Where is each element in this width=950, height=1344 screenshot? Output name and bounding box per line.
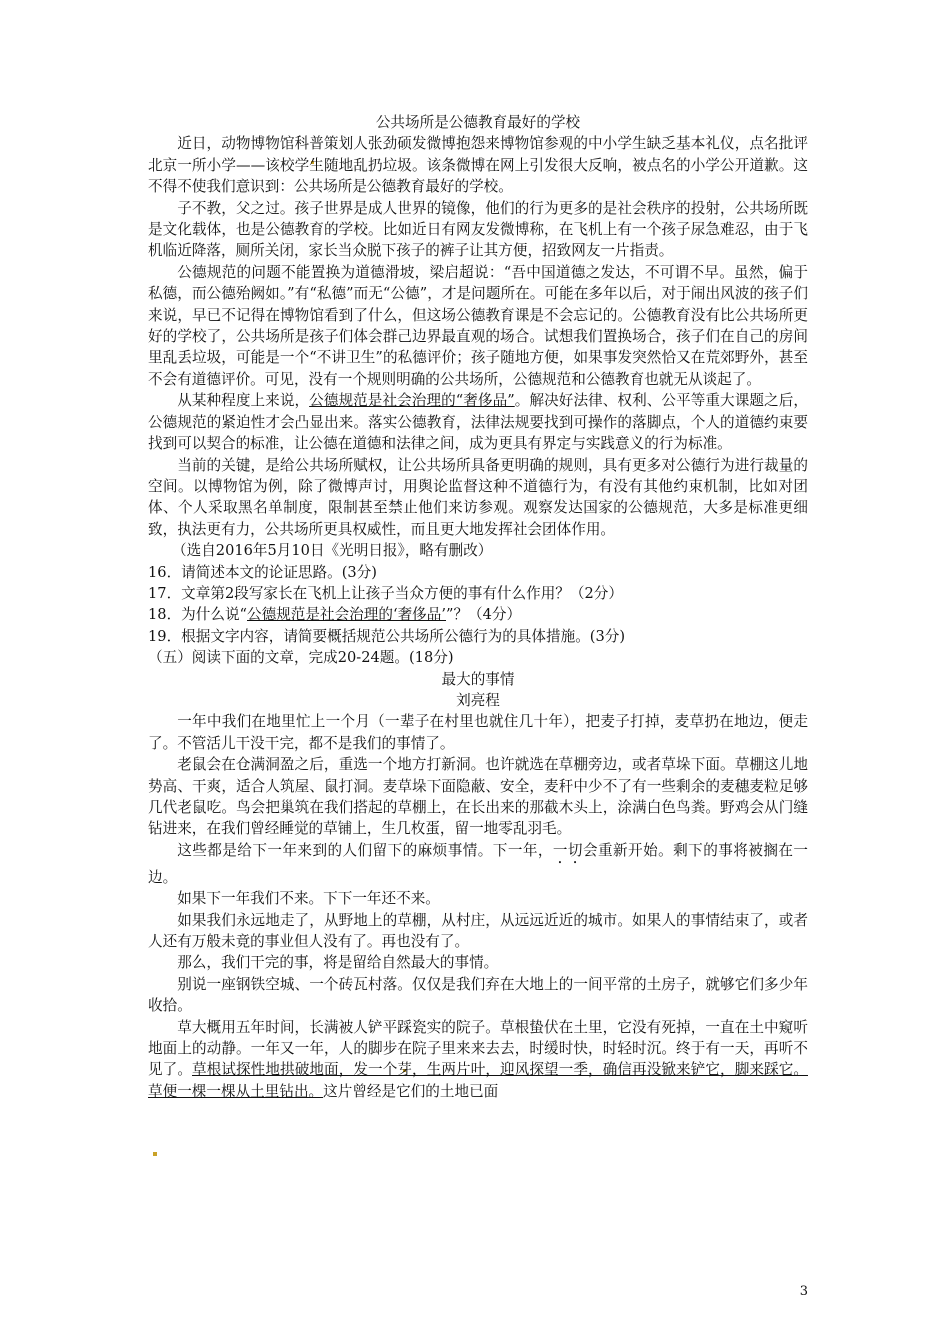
article-title: 公共场所是公德教育最好的学校	[375, 114, 581, 131]
article-paragraph: 近日，动物博物馆科普策划人张劲硕发微博抱怨来博物馆参观的中小学生缺乏基本礼仪，点名批评北京一所小学——该校学生随地乱扔垃圾。该条微博在网上引发很大反响，被点名的小学公开道歉。这不得不使我们意识到：公共场所是公德教育最好的学校。	[148, 135, 808, 196]
underlined-quote: 公德规范是社会治理的“奢侈品”	[309, 392, 515, 410]
paragraph-text: 这些都是给下一年来到的人们留下的麻烦事情。下一年，	[177, 841, 553, 859]
story-paragraph	[148, 1017, 808, 1103]
story-paragraph: 一年中我们在地里忙上一个月（一辈子在村里也就住几十年），把麦子打掉，麦草扔在地边，便走了。不管活儿干没干完，都不是我们的事情了。	[148, 713, 808, 752]
article-source: （选自2016年5月10日《光明日报》，略有删改）	[172, 542, 493, 560]
paragraph-text: 从某种程度上来说，	[177, 392, 310, 410]
story-author: 刘亮程	[456, 691, 500, 709]
scan-speck	[153, 1152, 157, 1156]
story-paragraph: 老鼠会在仓满洞盈之后，重选一个地方打新洞。也许就选在草棚旁边，或者草垛下面。草棚这儿地势高、干爽，适合人筑屋、鼠打洞。麦草垛下面隐蔽、安全，麦秆中少不了有一些剩余的麦穗麦粒足够几代老鼠吃。鸟会把巢筑在我们搭起的草棚上，在长出来的那截木头上，涂满白色鸟粪。野鸡会从门缝钻进来，在我们曾经睡觉的草铺上，生几枚蛋，留一地零乱羽毛。	[148, 756, 808, 838]
article-paragraph: 公德规范的问题不能置换为道德滑坡，梁启超说：“吾中国道德之发达，不可谓不早。虽然，偏于私德，而公德殆阙如。”有“私德”而无“公德”，才是问题所在。可能在多年以后，对于闹出风波的孩子们来说，早已不记得在博物馆看到了什么，但这场公德教育课是不会忘记的。公德教育没有比公共场所更好的学校了，公共场所是孩子们体会群己边界最直观的场合。试想我们置换场合，孩子们在自己的房间里乱丢垃圾，可能是一个“不讲卫生”的私德评价；孩子随地方便，如果事发突然恰又在荒郊野外，甚至不会有道德评价。可见，没有一个规则明确的公共场所，公德规范和公德教育也就无从谈起了。	[148, 263, 808, 388]
story-paragraph: 如果下一年我们不来。下下一年还不来。	[177, 890, 440, 908]
section-heading: （五）阅读下面的文章，完成20-24题。(18分)	[148, 649, 454, 667]
paragraph-text: 这片曾经是它们的土地已面	[323, 1082, 499, 1100]
article-paragraph: 子不教，父之过。孩子世界是成人世界的镜像，他们的行为更多的是社会秩序的投射，公共场所既是文化载体，也是公德教育的学校。比如近日有网友发微博称，在飞机上有一个孩子尿急难忍，由于飞机临近降落，厕所关闭，家长当众脱下孩子的裤子让其方便，招致网友一片指责。	[148, 199, 808, 260]
question-19: 19．根据文字内容，请简要概括规范公共场所公德行为的具体措施。(3分)	[148, 627, 626, 645]
story-paragraph: 如果我们永远地走了，从野地上的草棚，从村庄，从远远近近的城市。如果人的事情结束了，或者人还有万般未竟的事业但人没有了。再也没有了。	[148, 911, 808, 951]
paragraph-text: 。解决好法律、权利、公平等重大课题之后，公德规范的紧迫性才会凸显出来。落实公德教育，法律法规要找到可操作的落脚点，个人的道德约束要找到可以契合的标准，让公德在道德和法律之间，成为更具有界定与实践意义的行为标准。	[148, 392, 808, 453]
paragraph-text: 草大概用五年时间，长满被人铲平踩瓷实的院子。草根蛰伏在土里，它没有死掉，一直在土中窥听地面上的动静。一年又一年，人的脚步在院子里来来去去，时缓时快，时轻时沉。终于有一天，再听不见了。	[148, 1018, 808, 1079]
question-17: 17．文章第2段写家长在飞机上让孩子当众方便的事有什么作用？（2分）	[148, 584, 623, 602]
emphasized-words: 一切	[552, 841, 583, 859]
question-16: 16．请简述本文的论证思路。(3分)	[148, 563, 377, 581]
question-text: ”？（4分）	[446, 606, 522, 624]
question-text: 18．为什么说“	[148, 606, 247, 624]
article-paragraph: 当前的关键，是给公共场所赋权，让公共场所具备更明确的规则，具有更多对公德行为进行裁量的空间。以博物馆为例，除了微博声讨，用舆论监督这种不道德行为，有没有其他约束机制，比如对团体、个人采取黑名单制度，限制甚至禁止他们来访参观。观察发达国家的公德规范，大多是标准更细致，执法更有力，公共场所更具权威性，而且更大地发挥社会团体作用。	[148, 456, 808, 538]
underlined-quote: 公德规范是社会治理的‘奢侈品’	[247, 606, 446, 624]
page-number: 3	[799, 1284, 808, 1299]
page-content	[148, 112, 808, 1102]
paragraph-text: 会重新开始。剩下的事将被搁在一边。	[148, 841, 808, 886]
story-paragraph: 那么，我们干完的事，将是留给自然最大的事情。	[177, 954, 499, 972]
underlined-sentence: 草根试探性地拱破地面，发一个芽，生两片叶，迎风探望一季，确信再没锨来铲它，脚来踩它。草便一棵一棵从土里钻出。	[148, 1061, 808, 1100]
story-title: 最大的事情	[441, 670, 515, 688]
question-18	[148, 604, 808, 625]
story-paragraph	[148, 840, 808, 888]
article-paragraph	[148, 390, 808, 454]
story-paragraph: 别说一座钢铁空城、一个砖瓦村落。仅仅是我们弃在大地上的一间平常的土房子，就够它们多少年收拾。	[148, 975, 808, 1015]
